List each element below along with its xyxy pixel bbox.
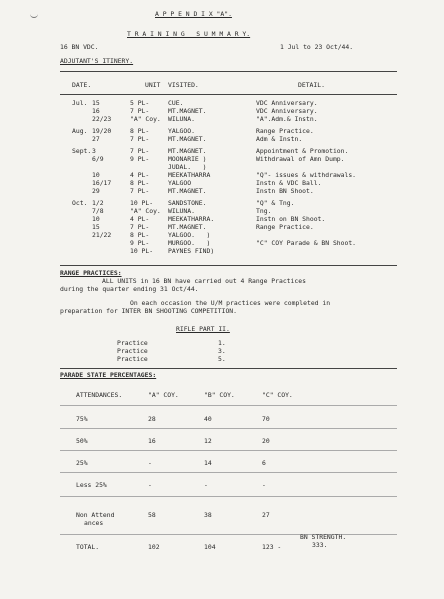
table-rule-top (60, 71, 397, 72)
row-detail: Instn BN Shoot. (256, 187, 314, 195)
row-visited: WILUNA. (168, 207, 195, 215)
section-heading: ADJUTANT'S ITINERY. (60, 57, 134, 65)
row-detail: "A".Adm.& Instn. (256, 115, 318, 123)
row-detail: "Q"- issues & withdrawals. (256, 171, 357, 179)
b-coy-value: 14 (204, 459, 212, 467)
row-unit: "A" Coy. (130, 115, 161, 123)
row-visited: CUE. (168, 99, 184, 107)
parade-col-c-coy: "C" COY. (262, 391, 293, 399)
row-day: 6/9 (92, 155, 104, 163)
row-day: 10 (92, 215, 100, 223)
row-visited: MT.MAGNET. (168, 135, 207, 143)
practice-label: Practice (117, 339, 148, 347)
row-detail: Adm & Instn. (256, 135, 303, 143)
row-day: 1/2 (92, 199, 104, 207)
row-detail: VDC Anniversary. (256, 107, 318, 115)
row-detail: Tng. (256, 207, 272, 215)
range-para2-line1: On each occasion the U/M practices were completed in (130, 299, 331, 307)
row-unit: 7 PL- (130, 223, 150, 231)
battalion-label: 16 BN VDC. (60, 43, 99, 51)
a-coy-value: 28 (148, 415, 156, 423)
practice-label: Practice (117, 347, 148, 355)
bn-strength-value: 333. (312, 541, 328, 549)
a-coy-value: - (148, 481, 152, 489)
parade-rule (60, 450, 397, 451)
row-day: 7/8 (92, 207, 104, 215)
row-visited: MEEKATHARRA (168, 171, 211, 179)
row-visited: MT.MAGNET. (168, 147, 207, 155)
row-unit: 8 PL- (130, 231, 150, 239)
c-coy-value: 20 (262, 437, 270, 445)
attendance-label: 25% (76, 459, 88, 467)
range-heading: RANGE PRACTICES: (60, 269, 122, 277)
b-coy-value: 38 (204, 511, 212, 519)
row-detail: Range Practice. (256, 127, 314, 135)
range-para2-line2: preparation for INTER BN SHOOTING COMPETITION. (60, 307, 237, 315)
row-unit: 8 PL- (130, 127, 150, 135)
row-day: 16/17 (92, 179, 112, 187)
row-visited: JUDAL. ) (168, 163, 207, 171)
parade-rule (60, 496, 397, 497)
attendance-label: 75% (76, 415, 88, 423)
row-detail: Withdrawal of Amn Dump. (256, 155, 345, 163)
row-visited: PAYNES FIND) (168, 247, 215, 255)
row-unit: 8 PL- (130, 179, 150, 187)
row-visited: WILUNA. (168, 115, 195, 123)
row-visited: SANDSTONE. (168, 199, 207, 207)
row-detail: "Q" & Tng. (256, 199, 295, 207)
c-coy-value: 6 (262, 459, 266, 467)
parade-heading: PARADE STATE PERCENTAGES: (60, 371, 157, 379)
parade-rule (60, 428, 397, 429)
b-coy-value: 40 (204, 415, 212, 423)
table-rule-header (60, 94, 397, 95)
col-visited-header: VISITED. (168, 81, 199, 89)
section-rule-parade (60, 368, 397, 369)
row-visited: MOONARIE ) (168, 155, 207, 163)
attendance-label-cont: ances (84, 519, 104, 527)
row-day: 16 (92, 107, 100, 115)
row-unit: 7 PL- (130, 147, 150, 155)
row-detail: "C" COY Parade & BN Shoot. (256, 239, 357, 247)
row-detail: Appointment & Promotion. (256, 147, 349, 155)
row-unit: 4 PL- (130, 215, 150, 223)
row-day: 21/22 (92, 231, 112, 239)
row-visited: MT.MAGNET. (168, 187, 207, 195)
total-c-coy: 123 - (262, 543, 282, 551)
section-rule-range (60, 265, 397, 266)
c-coy-value: - (262, 481, 266, 489)
row-unit: "A" Coy. (130, 207, 161, 215)
corner-mark-icon (30, 12, 38, 18)
practice-label: Practice (117, 355, 148, 363)
a-coy-value: 58 (148, 511, 156, 519)
row-visited: MURGOO. ) (168, 239, 211, 247)
col-detail-header: DETAIL. (298, 81, 325, 89)
document-title: T R A I N I N G S U M M A R Y. (127, 30, 251, 38)
row-unit: 7 PL- (130, 107, 150, 115)
row-unit: 10 PL- (130, 247, 154, 255)
row-day: 29 (92, 187, 100, 195)
total-a-coy: 102 (148, 543, 160, 551)
row-unit: 9 PL- (130, 239, 150, 247)
row-day: 15 (92, 223, 100, 231)
rifle-heading: RIFLE PART II. (176, 325, 230, 333)
row-day: 19/20 (92, 127, 112, 135)
row-month: Jul. (72, 99, 88, 107)
parade-col-a-coy: "A" COY. (148, 391, 179, 399)
row-unit: 4 PL- (130, 171, 150, 179)
row-visited: YALGOO. ) (168, 231, 211, 239)
range-para1-line2: during the quarter ending 31 Oct/44. (60, 285, 199, 293)
total-b-coy: 104 (204, 543, 216, 551)
row-visited: YALGOO (168, 179, 192, 187)
row-detail: VDC Anniversary. (256, 99, 318, 107)
a-coy-value: 16 (148, 437, 156, 445)
practice-number: 1. (218, 339, 226, 347)
row-day: 27 (92, 135, 100, 143)
row-month: Aug. (72, 127, 88, 135)
row-visited: MT.MAGNET. (168, 107, 207, 115)
parade-col-attendances: ATTENDANCES. (76, 391, 123, 399)
a-coy-value: - (148, 459, 152, 467)
col-unit-header: UNIT (145, 81, 161, 89)
row-unit: 7 PL- (130, 187, 150, 195)
row-detail: Range Practice. (256, 223, 314, 231)
row-detail: Instn on BN Shoot. (256, 215, 326, 223)
row-month: Oct. (72, 199, 88, 207)
row-visited: YALGOO. (168, 127, 195, 135)
bn-strength-label: BN STRENGTH. (300, 533, 347, 541)
attendance-label: 50% (76, 437, 88, 445)
b-coy-value: - (204, 481, 208, 489)
c-coy-value: 27 (262, 511, 270, 519)
row-day: 3 (92, 147, 96, 155)
c-coy-value: 70 (262, 415, 270, 423)
row-day: 10 (92, 171, 100, 179)
b-coy-value: 12 (204, 437, 212, 445)
row-day: 22/23 (92, 115, 112, 123)
row-detail: Instn & VDC Ball. (256, 179, 322, 187)
parade-col-b-coy: "B" COY. (204, 391, 235, 399)
row-month: Sept. (72, 147, 92, 155)
practice-number: 3. (218, 347, 226, 355)
row-visited: MEEKATHARRA. (168, 215, 215, 223)
parade-rule (60, 405, 397, 406)
period-label: 1 Jul to 23 Oct/44. (280, 43, 354, 51)
practice-number: 5. (218, 355, 226, 363)
range-para1-line1: ALL UNITS in 16 BN have carried out 4 Range Practices (102, 277, 306, 285)
appendix-heading: A P P E N D I X "A". (155, 10, 232, 18)
row-unit: 7 PL- (130, 135, 150, 143)
row-unit: 10 PL- (130, 199, 154, 207)
attendance-label: Non Attend (76, 511, 115, 519)
row-unit: 9 PL- (130, 155, 150, 163)
row-day: 15 (92, 99, 100, 107)
parade-rule (60, 472, 397, 473)
attendance-label: Less 25% (76, 481, 107, 489)
row-unit: 5 PL- (130, 99, 150, 107)
parade-rule (60, 534, 397, 535)
row-visited: MT.MAGNET. (168, 223, 207, 231)
col-date-header: DATE. (72, 81, 92, 89)
total-label: TOTAL. (76, 543, 100, 551)
